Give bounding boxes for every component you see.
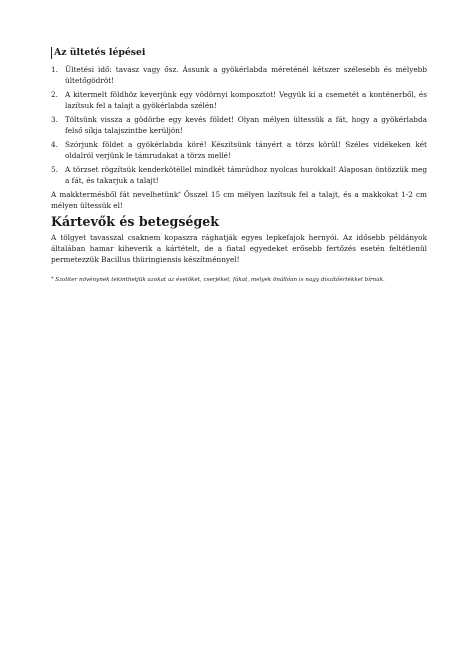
step-number: 3. — [51, 115, 58, 124]
step-text: A törzset rögzítsük kenderkötéllel mindkét támrúdhoz nyolcas hurokkal! Alaposan öntözzük meg a fát, és takarjuk a talajt! — [65, 165, 427, 185]
list-item — [51, 140, 427, 161]
footnote-marker: * — [178, 191, 181, 197]
list-item — [51, 115, 427, 136]
list-item — [51, 90, 427, 111]
step-text: A kitermelt földhöz keverjünk egy vödörnyi komposztot! Vegyük ki a csemetét a konténerből, és lazítsuk fel a talajt a gyökérlabda szélén! — [65, 90, 427, 110]
document-page — [51, 47, 427, 284]
footnote-text: Szoliter növénynek tekinthetjük azokat az évelőket, cserjéket, fákat, melyek önállóan is nagy díszítőértékkel bírnak. — [53, 276, 385, 283]
step-text: Ültetési idő: tavasz vagy ősz. Ássunk a gyökérlabda méreténél kétszer szélesebb és mélyebb ültetőgödröt! — [65, 65, 427, 85]
step-text: Szórjunk földet a gyökérlabda köré! Készítsünk tányért a törzs körül! Széles vidékeken két oldalról verjünk le támrudakat a törzs mellé! — [65, 140, 427, 160]
footnote — [51, 276, 427, 284]
acorn-paragraph — [51, 190, 427, 211]
list-item — [51, 165, 427, 186]
acorn-text-end: Ősszel 15 cm mélyen lazítsuk fel a talajt, és a makkokat 1-2 cm mélyen ültessük el! — [51, 190, 427, 210]
list-item — [51, 65, 427, 86]
step-number: 2. — [51, 90, 58, 99]
step-number: 5. — [51, 165, 58, 174]
step-number: 1. — [51, 65, 58, 74]
pests-paragraph: A tölgyet tavasszal csaknem kopaszra rághatják egyes lepkefajok hernyói. Az idősebb példányok általában hamar kiheverik a kártételt, de a fiatal egyedeket erősebb fertőzés esetén feltétlenül permetezzük Bacillus thüringiensis készítménnyel! — [51, 233, 427, 264]
step-number: 4. — [51, 140, 58, 149]
planting-steps-list — [51, 65, 427, 186]
acorn-text-start: A makktermésből fát nevelhetünk — [51, 190, 179, 199]
section-heading: Az ültetés lépései — [51, 47, 427, 59]
step-text: Töltsünk vissza a gödörbe egy kevés földet! Olyan mélyen ültessük a fát, hogy a gyökérlabda felső síkja talajszintbe kerüljön! — [65, 115, 427, 135]
footnote-mark: * — [51, 275, 54, 282]
pests-heading: Kártevők és betegségek — [51, 214, 219, 230]
